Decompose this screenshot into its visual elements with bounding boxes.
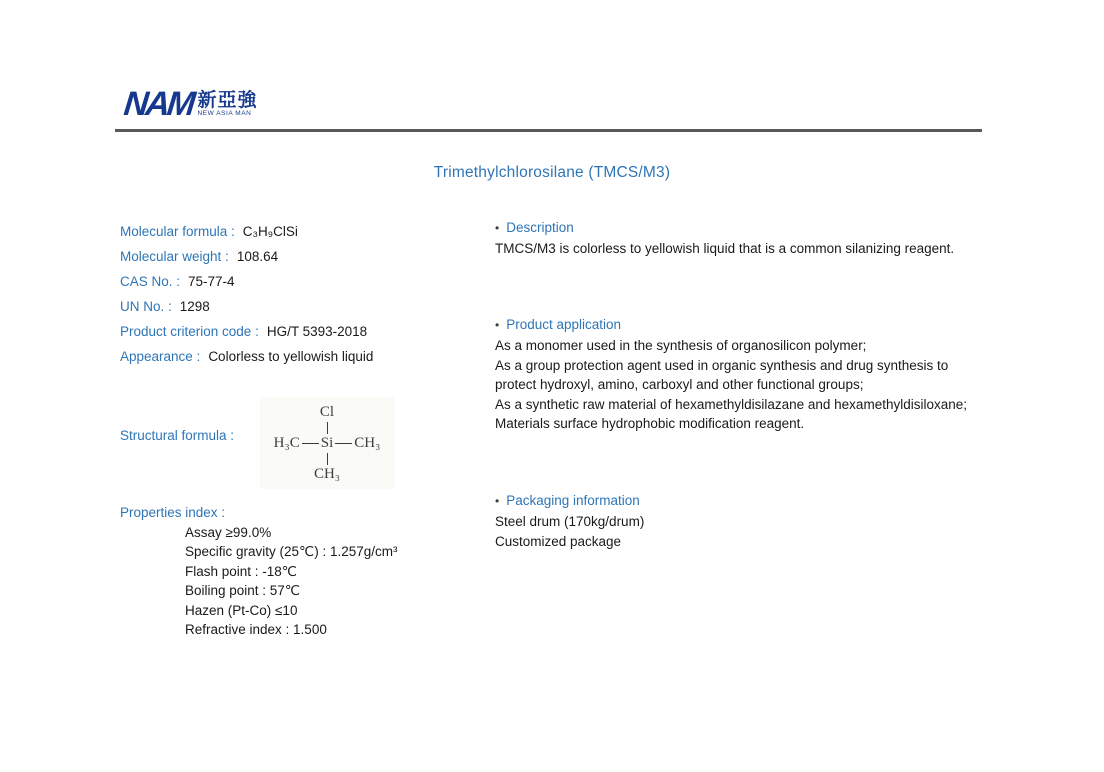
field-un-no (120, 294, 373, 319)
field-molecular-weight (120, 244, 373, 269)
property-assay: Assay ≥99.0% (185, 525, 272, 540)
field-value: 108.64 (236, 249, 279, 264)
bullet-icon: • (495, 221, 500, 235)
field-value: 75-77-4 (188, 274, 235, 289)
section-heading (495, 315, 975, 335)
field-label: UN No. : (120, 299, 172, 314)
field-appearance (120, 344, 373, 369)
section-description (495, 218, 975, 259)
logo-text-block (197, 91, 257, 119)
body-line: Materials surface hydrophobic modification reagent. (495, 416, 805, 431)
field-value: Colorless to yellowish liquid (208, 349, 374, 364)
property-boiling-point: Boiling point : 57℃ (185, 583, 300, 599)
section-body (495, 239, 975, 259)
bullet-icon: • (495, 494, 500, 508)
group-methyl-left: H₃C (273, 434, 300, 451)
field-label: Molecular formula : (120, 224, 235, 239)
field-value: HG/T 5393-2018 (266, 324, 368, 339)
field-product-criterion-code (120, 319, 373, 344)
body-line: As a monomer used in the synthesis of organosilicon polymer; (495, 338, 867, 353)
field-molecular-formula (120, 219, 373, 244)
bond-vertical-top (327, 422, 328, 434)
body-line: Steel drum (170kg/drum) (495, 514, 645, 529)
section-heading (495, 491, 975, 511)
section-packaging-information (495, 491, 975, 551)
bond-horizontal-left (302, 443, 319, 444)
group-methyl-bottom: CH₃ (313, 465, 341, 482)
body-line: As a group protection agent used in organic synthesis and drug synthesis to protect hydroxyl, amino, carboxyl and other functional groups; (495, 357, 949, 392)
body-line: As a synthetic raw material of hexamethyldisilazane and hexamethyldisiloxane; (495, 396, 967, 412)
section-heading-text: Product application (506, 317, 622, 332)
section-product-application (495, 315, 975, 434)
body-line: TMCS/M3 is colorless to yellowish liquid that is a common silanizing reagent. (495, 241, 955, 256)
field-label: Molecular weight : (120, 249, 229, 264)
section-body (495, 512, 975, 551)
atom-silicon: Si (320, 434, 334, 451)
logo-english-name: NEW ASIA MAN (197, 110, 252, 118)
field-value: C₃H₉ClSi (242, 224, 298, 239)
bond-horizontal-right (335, 443, 352, 444)
property-refractive-index: Refractive index : 1.500 (185, 622, 327, 638)
field-label: CAS No. : (120, 274, 181, 289)
field-cas-no (120, 269, 373, 294)
field-label: Product criterion code : (120, 324, 259, 339)
property-flash-point: Flash point : -18℃ (185, 563, 297, 579)
logo-chinese-name: 新亞強 (197, 90, 258, 112)
section-heading (495, 218, 975, 238)
company-logo (122, 85, 258, 123)
formula-middle-row (274, 436, 381, 451)
bullet-icon: • (495, 318, 500, 332)
section-heading-text: Packaging information (506, 493, 640, 508)
properties-index-heading: Properties index : (120, 505, 226, 520)
bond-vertical-bottom (327, 453, 328, 465)
logo-nam-mark: NAM (122, 85, 195, 123)
header-divider (115, 129, 982, 132)
section-body (495, 336, 975, 434)
field-value: 1298 (179, 299, 210, 314)
structural-formula-label: Structural formula : (120, 428, 235, 443)
properties-index-list (185, 523, 398, 639)
property-hazen: Hazen (Pt-Co) ≤10 (185, 602, 298, 618)
structural-formula-diagram (260, 397, 394, 489)
page-title: Trimethylchlorosilane (TMCS/M3) (433, 164, 671, 181)
property-specific-gravity: Specific gravity (25℃) : 1.257g/cm³ (185, 544, 398, 560)
section-heading-text: Description (506, 220, 574, 235)
body-line: Customized package (495, 533, 622, 549)
product-fields (120, 219, 373, 369)
field-label: Appearance : (120, 349, 201, 364)
atom-chlorine: Cl (319, 403, 335, 420)
group-methyl-right: CH₃ (354, 434, 381, 451)
